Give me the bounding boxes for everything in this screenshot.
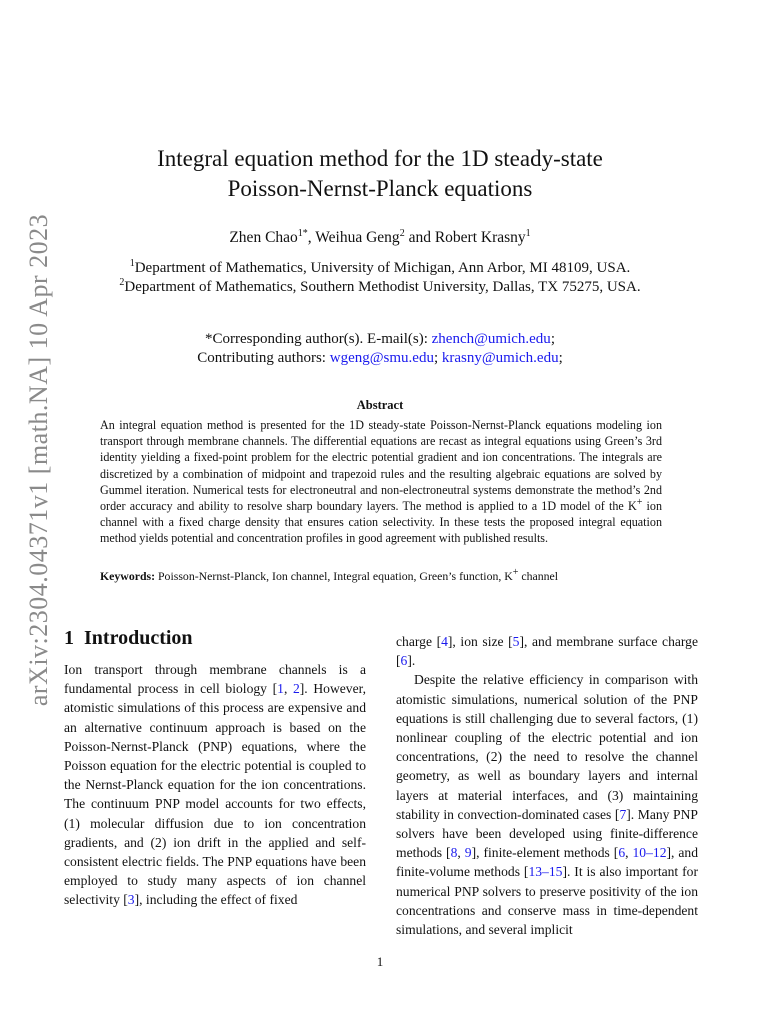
author-1-affil: 1*	[297, 227, 308, 239]
body-text: ], including the effect of fixed	[134, 892, 298, 908]
corresponding-author-line	[0, 331, 760, 348]
section-number: 1	[64, 627, 74, 649]
body-text: ,	[457, 845, 465, 861]
body-text: ,	[283, 681, 293, 697]
page-number: 1	[376, 954, 384, 969]
paragraph	[396, 670, 698, 939]
author-3-affil: 1	[525, 227, 531, 239]
superscript-plus: +	[512, 567, 519, 579]
email-link-wgeng[interactable]: wgeng@smu.edu	[329, 350, 434, 366]
affiliation-1	[0, 260, 760, 277]
body-text: ], and membrane surface charge [	[396, 634, 699, 669]
left-column	[64, 660, 366, 910]
body-text: Ion transport through membrane channels is a fundamental process in cell biology [	[64, 662, 366, 697]
arxiv-id-text: arXiv:2304.04371v1 [math.NA] 10 Apr 2023	[24, 213, 53, 707]
body-text: ], and finite-volume methods [	[396, 845, 699, 880]
title-line-2: Poisson-Nernst-Planck equations	[227, 176, 533, 201]
author-3: Robert Krasny	[434, 229, 526, 246]
affiliation-2	[0, 279, 760, 296]
abstract-heading: Abstract	[356, 398, 404, 412]
citation-link[interactable]: 5	[512, 634, 520, 649]
paper-title	[0, 144, 760, 204]
keywords-tail: channel	[518, 569, 559, 583]
citation-link[interactable]: 6	[618, 845, 626, 861]
email-link-zhench[interactable]: zhench@umich.edu	[431, 331, 551, 347]
affiliation-text: Department of Mathematics, University of Michigan, Ann Arbor, MI 48109, USA.	[134, 260, 631, 276]
abstract-body	[100, 417, 662, 547]
right-column	[396, 632, 698, 939]
author-2-affil: 2	[399, 227, 405, 239]
email-link-krasny[interactable]: krasny@umich.edu	[441, 350, 559, 366]
section-title: Introduction	[84, 627, 193, 649]
body-text: ,	[625, 845, 633, 861]
affiliation-text: Department of Mathematics, Southern Methodist University, Dallas, TX 75275, USA.	[124, 279, 641, 295]
keywords-text: Poisson-Nernst-Planck, Ion channel, Integral equation, Green’s function, K	[155, 569, 513, 583]
author-2: Weihua Geng	[315, 229, 400, 246]
punctuation: ;	[558, 350, 563, 366]
citation-link[interactable]: 10–12	[632, 845, 667, 861]
body-text: Despite the relative efficiency in comparison with atomistic simulations, numerical solution of the PNP equations is still challenging due to several factors, (1) nonlinear coupling of the electric potential and ion concentrations, (2) the need to resolve the channel geometry, as well as boundary layers and internal layers at material interfaces, and (3) maintaining stability in convection-dominated cases [	[396, 672, 698, 822]
keywords	[100, 569, 662, 584]
keywords-label: Keywords:	[100, 569, 156, 583]
body-text: ], finite-element methods [	[471, 845, 619, 861]
citation-link[interactable]: 9	[464, 845, 472, 861]
title-line-1: Integral equation method for the 1D steady-state	[157, 146, 603, 171]
citation-link[interactable]: 1	[277, 681, 284, 697]
citation-link[interactable]: 13–15	[528, 864, 563, 880]
author-1: Zhen Chao	[229, 229, 298, 246]
affiliation-number: 2	[119, 277, 125, 288]
citation-link[interactable]: 3	[127, 892, 135, 908]
paragraph	[64, 660, 366, 910]
affiliation-number: 1	[129, 258, 135, 269]
author-list	[0, 229, 760, 247]
section-heading	[64, 627, 193, 650]
citation-link[interactable]: 6	[400, 653, 408, 669]
corresponding-label: *Corresponding author(s). E-mail(s):	[205, 331, 432, 347]
citation-link[interactable]: 7	[619, 806, 627, 822]
body-text: ]. It is also important for numerical PNP solvers to preserve positivity of the ion concentrations and conserve mass in time-dependent simulations, and several implicit	[396, 864, 698, 938]
contributing-label: Contributing authors:	[197, 350, 330, 366]
punctuation: ;	[550, 331, 555, 347]
punctuation: ;	[433, 350, 442, 366]
abstract-text-part-1: An integral equation method is presented for the 1D steady-state Poisson-Nernst-Planck equations modeling ion transport through membrane channels. The differential equations are recast as integral equations using Green’s 3rd identity yielding a fixed-point problem for the electric potential gradient and ion concentrations. The integrals are discretized by a combination of midpoint and trapezoid rules and the resulting algebraic equations are solved by Gummel iteration. Numerical tests for electroneutral and non-electroneutral systems demonstrate the method’s 2nd order accuracy and ability to resolve sharp boundary layers. The method is applied to a 1D model of the K	[100, 418, 662, 514]
citation-link[interactable]: 8	[450, 845, 458, 861]
superscript-plus: +	[636, 496, 643, 508]
body-text: ]. However, atomistic simulations of this process are expensive and an alternative continuum approach is based on the Poisson-Nernst-Planck (PNP) equations, where the Poisson equation for the electric potential is coupled to the Nernst-Planck equation for the ion concentrations. The continuum PNP model accounts for two effects, (1) molecular diffusion due to ion concentration gradients, and (2) ion drift in the applied and self-consistent electric fields. The PNP equations have been employed to study many aspects of ion channel selectivity [	[64, 681, 366, 908]
citation-link[interactable]: 2	[292, 681, 300, 697]
contributing-authors-line	[0, 350, 760, 367]
author-separator: ,	[307, 229, 316, 246]
abstract-text-part-2: ion channel with a fixed charge density that ensures cation selectivity. In these tests the proposed integral equation method yields potential and concentration profiles in good agreement with published results.	[100, 499, 663, 546]
citation-link[interactable]: 4	[441, 634, 448, 649]
body-text: ].	[407, 653, 416, 669]
body-text: charge [	[396, 634, 442, 649]
paragraph	[396, 632, 698, 670]
author-separator: and	[404, 229, 435, 246]
body-text: ], ion size [	[447, 634, 513, 649]
body-text: ]. Many PNP solvers have been developed using finite-difference methods [	[396, 806, 698, 861]
